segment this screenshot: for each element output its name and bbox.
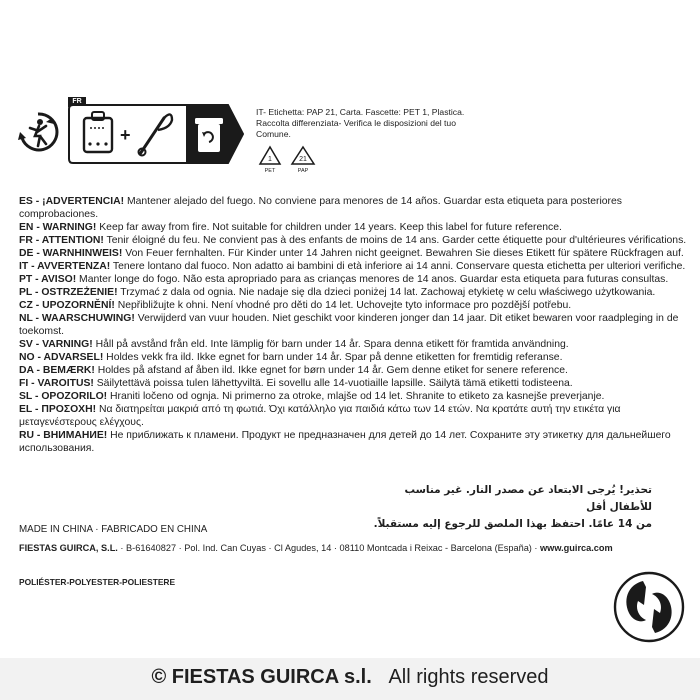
warning-no: NO - ADVARSEL! Holdes vekk fra ild. Ikke egnet for barn under 14 år. Spar på denne etiketten for fremtidig referanse. xyxy=(19,352,563,363)
warning-nl: NL - WAARSCHUWING! Verwijderd van vuur houden. Niet geschikt voor kinderen jonger dan 14 jaar. Dit etiket bewaren voor raadpleging in de toekomst. xyxy=(19,313,679,337)
warning-pl: PL - OSTRZEŻENIE! Trzymać z dala od ognia. Nie nadaje się dla dzieci poniżej 14 lat. Zachowaj etykietę w celu właściwego użytkowania. xyxy=(19,287,656,298)
pet-recycling-code-icon xyxy=(290,145,316,173)
arabic-line-1: تحذير! يُرجى الابتعاد عن مصدر النار. غير مناسب للأطفال أقل xyxy=(404,484,652,513)
company-address: · B-61640827 · Pol. Ind. Can Cuyas · Cl Agudes, 14 · 08110 Montcada i Reixac - Barcelona (España) · xyxy=(117,543,541,553)
company-name: FIESTAS GUIRCA, S.L. xyxy=(19,543,118,553)
company-info xyxy=(19,543,613,553)
warning-sl: SL - OPOZORILO! Hraniti ločeno od ognja. Ni primerno za otroke, mlajše od 14 let. Shranite to etiketo za kasnejše preverjanje. xyxy=(19,391,605,402)
triman-icon xyxy=(16,110,60,154)
copyright-footer xyxy=(0,666,700,689)
svg-text:+: + xyxy=(120,125,131,145)
warning-arabic xyxy=(362,482,652,533)
warning-ru: RU - ВНИМАНИЕ! Не приближать к пламени. Продукт не предназначен для детей до 14 лет. Сохраните эту этикетку для дальнейшего использования. xyxy=(19,430,671,454)
italian-disposal-text: IT- Etichetta: PAP 21, Carta. Fascette: PET 1, Plastica. Raccolta differenziata- Verifica le disposizioni del tuo Comune. xyxy=(256,107,465,139)
warning-fr: FR - ATTENTION! Tenir éloigné du feu. Ne convient pas à des enfants de moins de 14 ans. Garder cette étiquette pour d'ultérieures vérifications. xyxy=(19,235,687,246)
warning-da: DA - BEMÆRK! Holdes på afstand af åben ild. Ikke egnet for børn under 14 år. Gem denne etiket for senere reference. xyxy=(19,365,568,376)
warning-it: IT - AVVERTENZA! Tenere lontano dal fuoco. Non adatto ai bambini di età inferiore ai 14 anni. Conservare questa etichetta per ulteriori verifiche. xyxy=(19,261,686,272)
pap-code: 1 xyxy=(268,156,272,163)
warning-el: EL - ΠΡΟΣΟΧΗ! Να διατηρείται μακριά από τη φωτιά. Όχι κατάλληλο για παιδιά κάτω των 14 ετών. Να κρατάτε αυτή την ετικέτα για μεταγενέστερους ελέγχους. xyxy=(19,404,621,428)
pap-recycling-code-icon xyxy=(258,145,282,173)
pap-label: PET xyxy=(264,168,276,173)
footer-rights: All rights reserved xyxy=(388,666,549,688)
footer-brand: © FIESTAS GUIRCA s.l. xyxy=(151,666,372,688)
fr-tab: FR xyxy=(68,97,86,107)
warning-es: ES - ¡ADVERTENCIA! Mantener alejado del fuego. No conviene para menores de 14 años. Guardar esta etiqueta para posteriores comprobaciones. xyxy=(19,196,622,220)
pet-code: 21 xyxy=(299,156,307,163)
warning-fi: FI - VAROITUS! Säilytettävä poissa tulen lähettyviltä. Ei sovellu alle 14-vuotiaille lapsille. Säilytä tämä etiketti todisteena. xyxy=(19,378,573,389)
warning-en: EN - WARNING! Keep far away from fire. Not suitable for children under 14 years. Keep this label for future reference. xyxy=(19,222,562,233)
green-dot-icon xyxy=(613,571,685,643)
warning-pt: PT - AVISO! Manter longe do fogo. Não esta apropriado para as crianças menores de 14 anos. Guardar esta etiqueta para futuras consultas. xyxy=(19,274,669,285)
fr-sorting-box xyxy=(68,104,244,164)
arabic-line-2: من 14 عامًا. احتفظ بهذا الملصق للرجوع إليه مستقبلاً. xyxy=(373,518,652,530)
recycling-bin-icon xyxy=(195,118,223,152)
made-in-text: MADE IN CHINA · FABRICADO EN CHINA xyxy=(19,524,208,535)
warnings-list xyxy=(19,195,689,455)
warning-sv: SV - VARNING! Håll på avstånd från eld. Inte lämplig för barn under 14 år. Spara denna etikett för framtida användning. xyxy=(19,339,569,350)
material-text: POLIÉSTER-POLYESTER-POLIESTERE xyxy=(19,577,176,587)
company-web: www.guirca.com xyxy=(540,543,613,553)
warning-cz: CZ - UPOZORNĚNÍ! Nepřibližujte k ohni. Není vhodné pro děti do 14 let. Uchovejte tyto informace pro pozdější potřebu. xyxy=(19,300,572,311)
warning-de: DE - WARNHINWEIS! Von Feuer fernhalten. Für Kinder unter 14 Jahren nicht geeignet. Bewahren Sie dieses Etikett für spätere Rückfragen auf. xyxy=(19,248,684,259)
pet-label: PAP xyxy=(297,168,309,173)
